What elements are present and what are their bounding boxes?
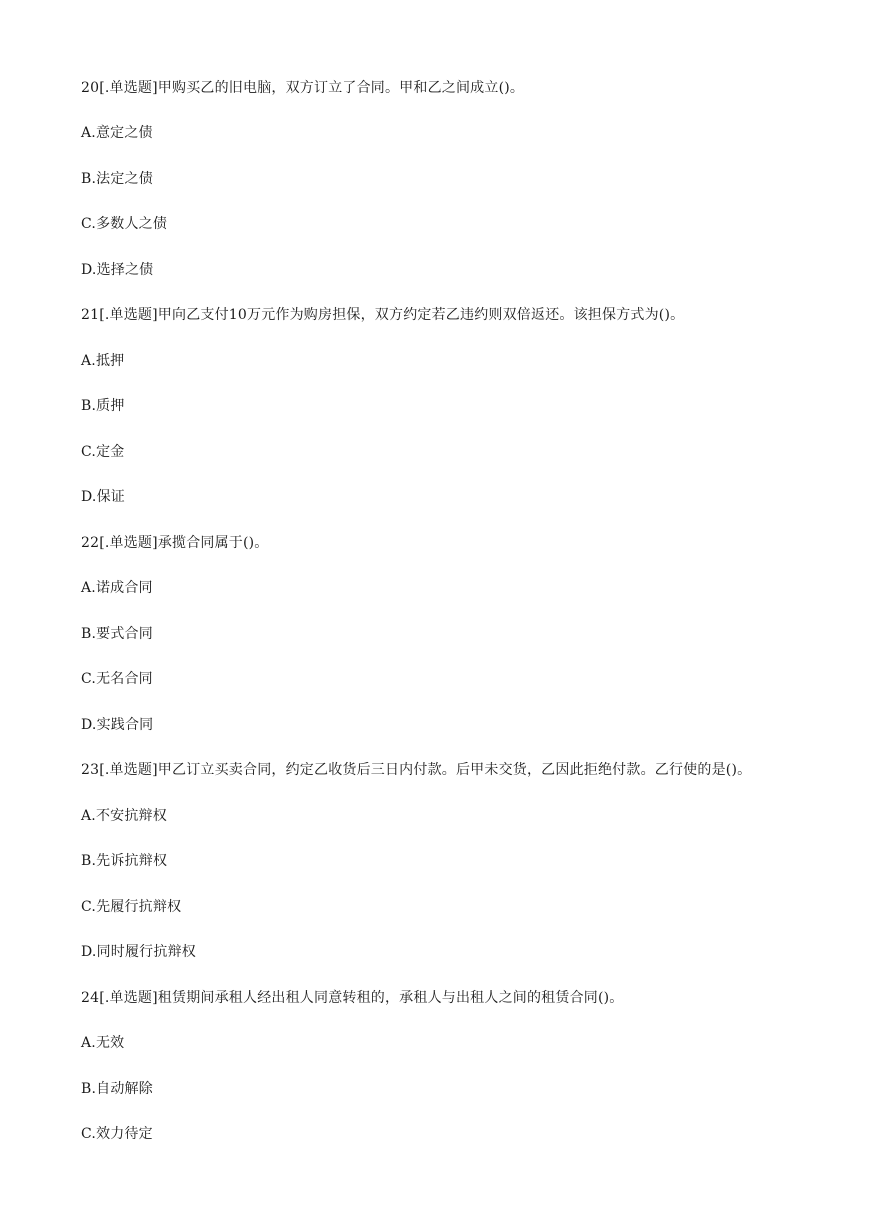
question-21-option-c: C.定金 [81, 444, 125, 460]
question-23-option-d: D.同时履行抗辩权 [81, 944, 196, 960]
question-21-stem: 21[.单选题]甲向乙支付10万元作为购房担保，双方约定若乙违约则双倍返还。该担保方式为()。 [81, 307, 685, 323]
question-24-option-b: B.自动解除 [81, 1081, 153, 1097]
question-20-option-b: B.法定之债 [81, 171, 153, 187]
question-22-option-b: B.要式合同 [81, 626, 153, 642]
question-23-option-b: B.先诉抗辩权 [81, 853, 168, 869]
question-24-option-c: C.效力待定 [81, 1126, 153, 1142]
question-20-option-c: C.多数人之债 [81, 216, 168, 232]
question-23-option-a: A.不安抗辩权 [81, 808, 167, 824]
question-20-option-a: A.意定之债 [81, 125, 153, 141]
question-20-stem: 20[.单选题]甲购买乙的旧电脑，双方订立了合同。甲和乙之间成立()。 [81, 80, 525, 96]
question-20-option-d: D.选择之债 [81, 262, 154, 278]
question-24-option-a: A.无效 [81, 1035, 125, 1051]
question-21-option-b: B.质押 [81, 398, 125, 414]
question-23-option-c: C.先履行抗辩权 [81, 899, 182, 915]
question-22-option-a: A.诺成合同 [81, 580, 153, 596]
question-23-stem: 23[.单选题]甲乙订立买卖合同，约定乙收货后三日内付款。后甲未交货，乙因此拒绝付款。乙行使的是()。 [81, 762, 752, 778]
question-22-option-c: C.无名合同 [81, 671, 153, 687]
question-21-option-d: D.保证 [81, 489, 125, 505]
question-22-option-d: D.实践合同 [81, 717, 154, 733]
question-21-option-a: A.抵押 [81, 353, 125, 369]
question-22-stem: 22[.单选题]承揽合同属于()。 [81, 535, 269, 551]
question-24-stem: 24[.单选题]租赁期间承租人经出租人同意转租的，承租人与出租人之间的租赁合同()。 [81, 990, 624, 1006]
